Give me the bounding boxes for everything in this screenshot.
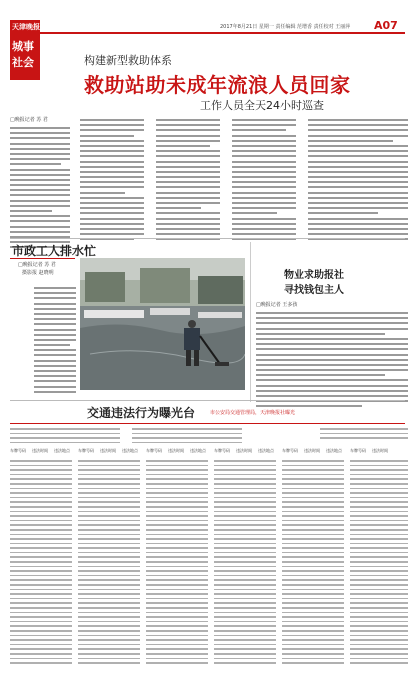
col-header-place-3: 违法地点 <box>190 448 206 453</box>
col-header-plate-1: 车牌号码 <box>10 448 26 453</box>
col-header-time-5: 违法时间 <box>304 448 320 453</box>
page-number: A07 <box>374 19 398 32</box>
traffic-table-col-4 <box>214 460 276 667</box>
traffic-title: 交通违法行为曝光台 <box>87 406 196 420</box>
lead-headline: 救助站助未成年流浪人员回家 <box>84 73 351 97</box>
side-body <box>34 287 76 396</box>
side-title: 市政工人排水忙 <box>12 244 97 258</box>
masthead-rule <box>10 32 405 34</box>
traffic-title-rule <box>10 423 405 424</box>
section-label-line2: 社会 <box>12 56 34 69</box>
brief-title-line1: 物业求助报社 <box>284 270 344 281</box>
side-divider <box>250 242 251 402</box>
street-flood-photo <box>80 258 245 390</box>
masthead-date: 2017年8月21日 星期一 责任编辑 范增香 责任校对 王丽萍 <box>220 24 351 30</box>
masthead-brand: 天津晚报 <box>12 22 40 31</box>
traffic-intro-left <box>10 428 120 446</box>
street-flood-photo-art <box>80 258 245 390</box>
traffic-top-rule <box>10 400 405 401</box>
col-header-place-4: 违法地点 <box>258 448 274 453</box>
traffic-intro-mid <box>132 428 242 446</box>
lead-byline: □晚报记者 苏 君 <box>10 117 48 123</box>
brief-byline: □晚报记者 王多孩 <box>256 302 298 308</box>
col-header-time-6: 违法时间 <box>372 448 388 453</box>
traffic-intro-right <box>320 428 408 442</box>
lead-body-col5 <box>308 119 408 244</box>
col-header-time-2: 违法时间 <box>100 448 116 453</box>
col-header-plate-3: 车牌号码 <box>146 448 162 453</box>
lead-kicker: 构建新型救助体系 <box>84 54 172 67</box>
lead-body-col1 <box>10 127 70 252</box>
side-photographer: 摄影报 赵晓明 <box>22 270 54 276</box>
lead-body-col4 <box>232 119 296 244</box>
col-header-plate-4: 车牌号码 <box>214 448 230 453</box>
col-header-plate-6: 车牌号码 <box>350 448 366 453</box>
lead-bottom-rule <box>10 238 405 239</box>
col-header-time-1: 违法时间 <box>32 448 48 453</box>
col-header-plate-5: 车牌号码 <box>282 448 298 453</box>
traffic-table-col-2 <box>78 460 140 667</box>
col-header-plate-2: 车牌号码 <box>78 448 94 453</box>
side-title-rule <box>10 258 75 259</box>
traffic-table-col-3 <box>146 460 208 667</box>
traffic-subtitle: 市公安局交通管理局，天津晚报社曝光 <box>210 410 296 416</box>
traffic-header-row <box>10 448 408 456</box>
lead-body-col3 <box>156 119 220 244</box>
col-header-place-2: 违法地点 <box>122 448 138 453</box>
col-header-place-5: 违法地点 <box>326 448 342 453</box>
traffic-table-col-6 <box>350 460 408 667</box>
section-label-line1: 城事 <box>12 40 34 53</box>
brief-title-line2: 寻找钱包主人 <box>284 285 344 296</box>
traffic-table-col-5 <box>282 460 344 667</box>
lead-body-col2 <box>80 119 144 244</box>
col-header-time-4: 违法时间 <box>236 448 252 453</box>
col-header-time-3: 违法时间 <box>168 448 184 453</box>
side-byline: □晚报记者 苏 君 <box>18 262 56 268</box>
col-header-place-1: 违法地点 <box>54 448 70 453</box>
lead-subheadline: 工作人员全天24小时巡查 <box>200 99 324 112</box>
traffic-table-col-1 <box>10 460 72 667</box>
brief-body <box>256 312 408 411</box>
